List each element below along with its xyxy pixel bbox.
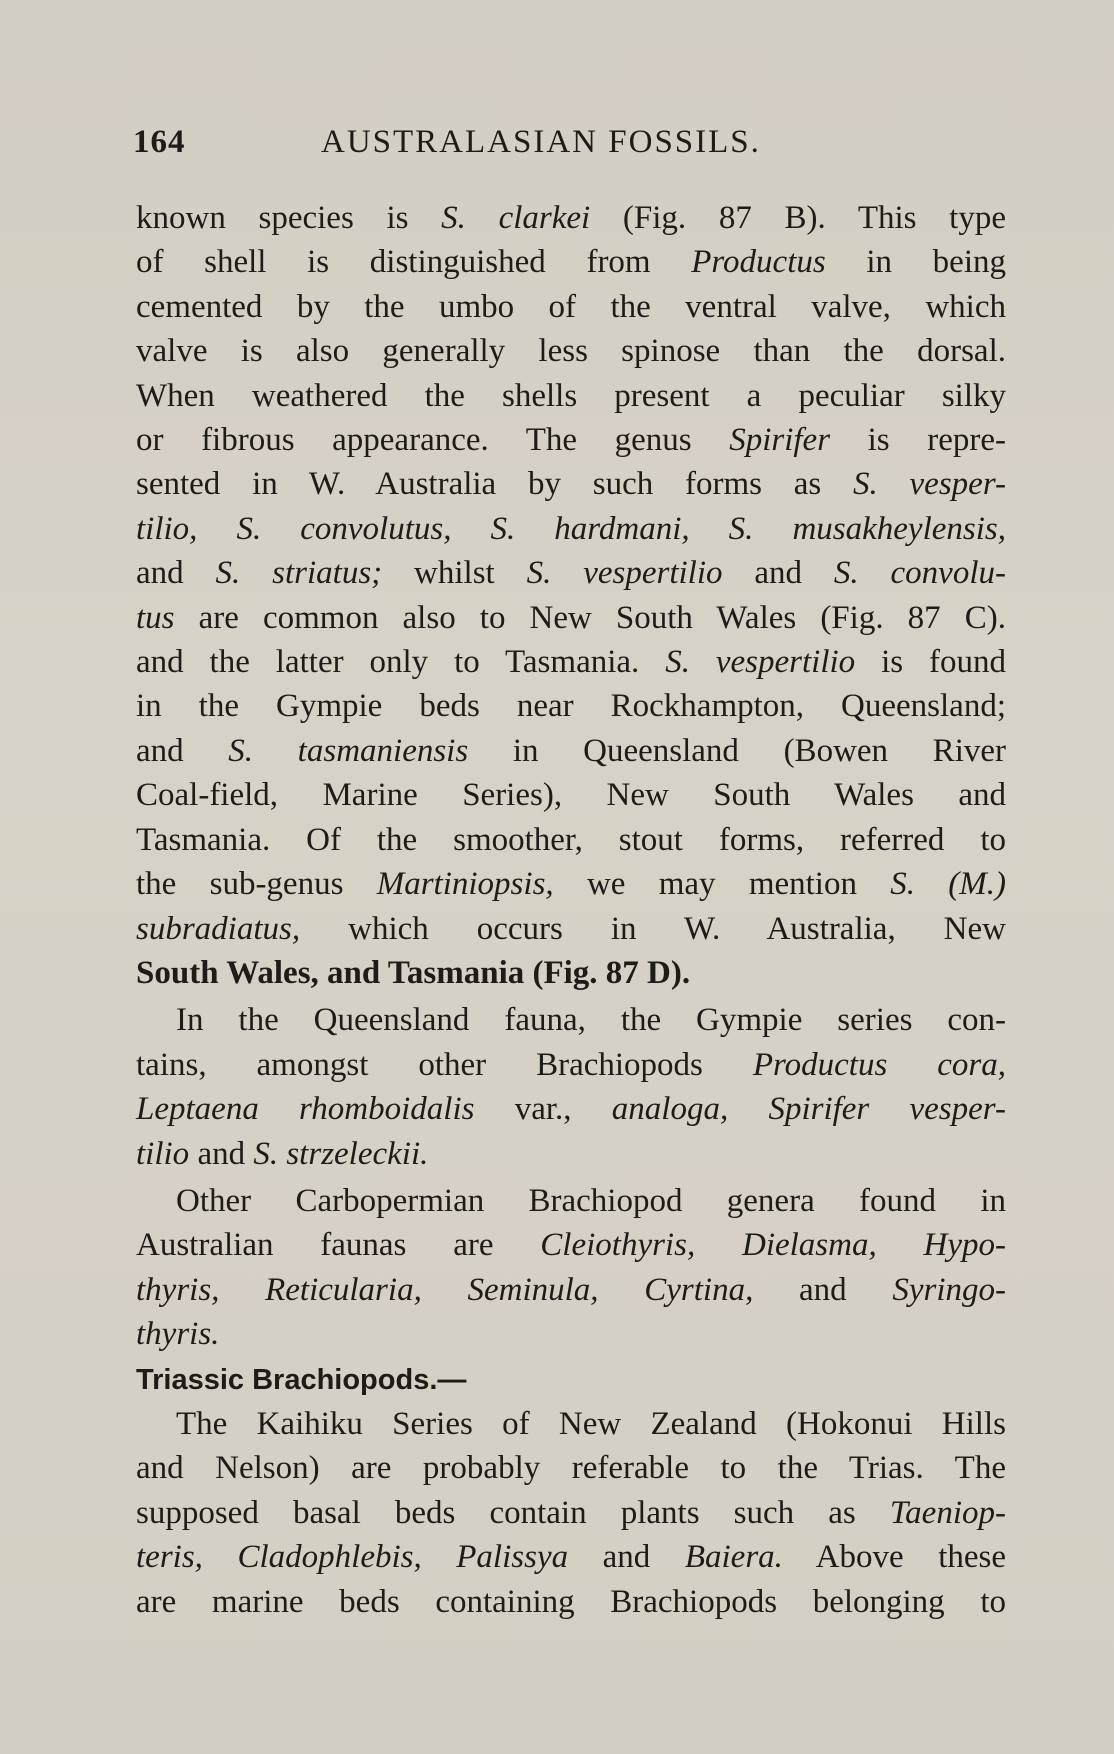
text-run: the sub-genus: [136, 866, 377, 903]
italic-run: subradiatus,: [136, 910, 301, 947]
text-run: and: [722, 555, 834, 592]
text-run: are common also to New South Wales (Fig. 87 C).: [174, 599, 1006, 636]
text-run: and: [753, 1271, 893, 1308]
text-run: is found: [855, 644, 1006, 681]
text-line: [136, 951, 1006, 995]
text-run: and: [136, 555, 216, 592]
text-line: [136, 1446, 1006, 1490]
text-run: and the latter only to Tasmania.: [136, 644, 666, 681]
text-line: [136, 729, 1006, 773]
text-line: [136, 1087, 1006, 1131]
text-run: valve is also generally less spinose than the dorsal.: [136, 333, 1006, 370]
text-run: In the Queensland fauna, the Gympie series con-: [176, 1002, 1006, 1039]
page-number: 164: [133, 124, 186, 160]
heading-text: Triassic Brachiopods.—: [136, 1363, 467, 1396]
italic-run: S. (M.): [890, 866, 1007, 903]
italic-run: S. strzeleckii.: [253, 1135, 429, 1172]
italic-run: Productus cora,: [752, 1046, 1006, 1083]
page-header: [133, 124, 1013, 174]
text-line: [136, 329, 1006, 373]
text-run: Other Carbopermian Brachiopod genera found in: [176, 1182, 1006, 1219]
text-line: [136, 507, 1006, 551]
text-run: and Nelson) are probably referable to the Trias. The: [136, 1450, 1006, 1487]
italic-run: tilio: [136, 1135, 190, 1172]
text-line: [136, 196, 1006, 240]
italic-run: tus: [136, 599, 175, 636]
text-run: or fibrous appearance. The genus: [136, 422, 730, 459]
bold-run: South Wales, and Tasmania (Fig. 87 D).: [136, 954, 691, 991]
italic-run: Baiera.: [684, 1539, 783, 1576]
section-heading: [136, 1357, 1006, 1402]
text-run: supposed basal beds contain plants such as: [136, 1494, 890, 1531]
text-line: [136, 907, 1006, 951]
text-line: [136, 1043, 1006, 1087]
text-line: [136, 285, 1006, 329]
text-line: [136, 374, 1006, 418]
italic-run: Productus: [691, 244, 826, 281]
text-run: Coal-field, Marine Series), New South Wales and: [136, 777, 1006, 814]
text-run: and: [136, 732, 229, 769]
text-run: Above these: [782, 1539, 1006, 1576]
text-line: [136, 1535, 1006, 1579]
text-run: sented in W. Australia by such forms as: [136, 466, 854, 503]
italic-run: analoga, Spirifer vesper-: [611, 1091, 1006, 1128]
text-line: [136, 998, 1006, 1042]
text-line: [136, 1268, 1006, 1312]
text-run: Tasmania. Of the smoother, stout forms, referred to: [136, 821, 1006, 858]
text-run: which occurs in W. Australia, New: [300, 910, 1006, 947]
text-line: [136, 773, 1006, 817]
text-line: [136, 240, 1006, 284]
text-run: The Kaihiku Series of New Zealand (Hokonui Hills: [176, 1405, 1006, 1442]
text-line: [136, 818, 1006, 862]
text-run: in being: [825, 244, 1006, 281]
text-run: Australian faunas are: [136, 1227, 541, 1264]
text-line: [136, 1491, 1006, 1535]
text-line: [136, 1179, 1006, 1223]
italic-run: S. vesper-: [853, 466, 1006, 503]
text-run: we may mention: [553, 866, 891, 903]
text-run: in Queensland (Bowen River: [468, 732, 1007, 769]
italic-run: Cleiothyris, Dielasma, Hypo-: [540, 1227, 1007, 1264]
text-run: known species is: [136, 200, 442, 236]
text-line: [136, 1223, 1006, 1267]
text-run: When weathered the shells present a peculiar silky: [136, 377, 1006, 414]
text-line: [136, 684, 1006, 728]
italic-run: thyris.: [136, 1316, 220, 1353]
text-run: var.,: [474, 1091, 612, 1128]
italic-run: tilio, S. convolutus, S. hardmani, S. musakheylensis,: [136, 510, 1006, 547]
italic-run: Taeniop-: [889, 1494, 1006, 1531]
text-line: [136, 862, 1006, 906]
text-line: [136, 462, 1006, 506]
italic-run: S. vespertilio: [665, 644, 856, 681]
text-line: [136, 551, 1006, 595]
italic-run: Martiniopsis,: [376, 866, 554, 903]
italic-run: Spirifer: [729, 422, 831, 459]
text-line: [136, 1580, 1006, 1624]
italic-run: teris, Cladophlebis, Palissya: [136, 1539, 569, 1576]
text-line: [136, 640, 1006, 684]
text-run: of shell is distinguished from: [136, 244, 692, 281]
running-title: AUSTRALASIAN FOSSILS.: [321, 124, 761, 160]
text-run: and: [189, 1135, 254, 1172]
text-line: [136, 1312, 1006, 1356]
italic-run: Syringo-: [892, 1271, 1006, 1308]
text-line: [136, 418, 1006, 462]
text-run: are marine beds containing Brachiopods belonging to: [136, 1583, 1006, 1620]
text-line: [136, 596, 1006, 640]
text-run: cemented by the umbo of the ventral valve, which: [136, 288, 1006, 325]
italic-run: S. convolu-: [833, 555, 1006, 592]
text-run: is repre-: [830, 422, 1006, 459]
text-run: in the Gympie beds near Rockhampton, Queensland;: [136, 688, 1006, 725]
text-run: whilst: [382, 555, 527, 592]
body-text: [136, 196, 1006, 1624]
text-line: [136, 1402, 1006, 1446]
text-run: tains, amongst other Brachiopods: [136, 1046, 753, 1083]
text-run: (Fig. 87 B). This type: [590, 200, 1006, 236]
text-run: and: [568, 1539, 685, 1576]
italic-run: S. vespertilio: [526, 555, 723, 592]
italic-run: thyris, Reticularia, Seminula, Cyrtina,: [136, 1271, 754, 1308]
italic-run: S. tasmaniensis: [228, 732, 469, 769]
italic-run: S. clarkei: [441, 200, 591, 236]
italic-run: S. striatus;: [215, 555, 383, 592]
italic-run: Leptaena rhomboidalis: [136, 1091, 475, 1128]
text-line: [136, 1132, 1006, 1176]
